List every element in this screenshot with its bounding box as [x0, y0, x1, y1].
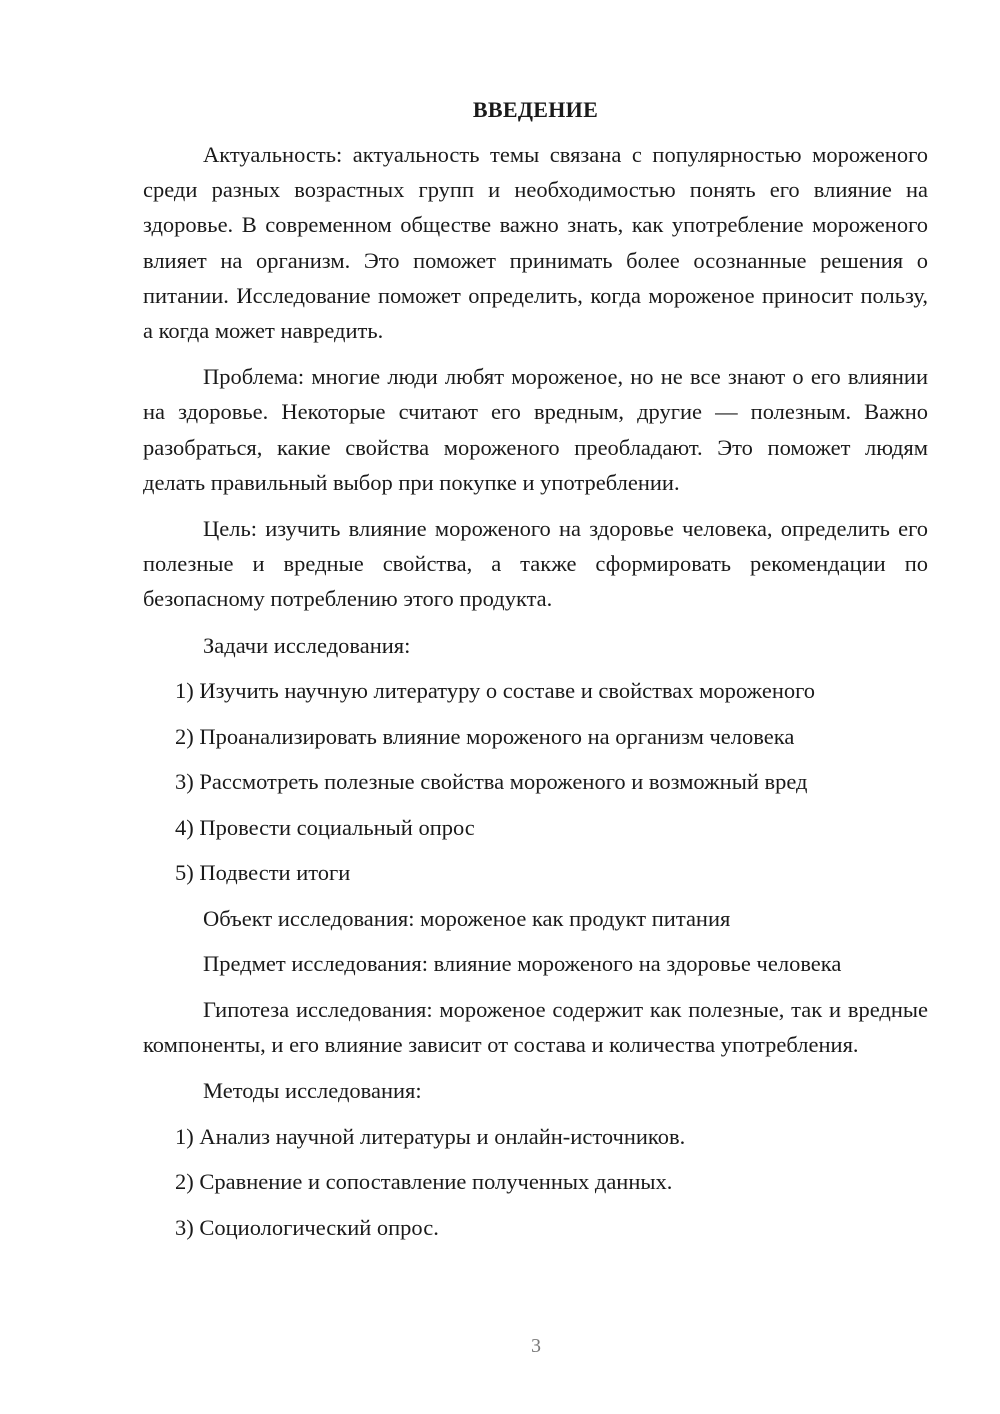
section-title: ВВЕДЕНИЕ	[472, 97, 599, 122]
methods-list	[143, 1119, 928, 1245]
object-line: Объект исследования: мороженое как продукт питания	[203, 905, 731, 931]
list-item: 1) Изучить научную литературу о составе и свойствах мороженого	[175, 678, 816, 704]
list-item: 5) Подвести итоги	[175, 860, 351, 886]
page-number: 3	[531, 1335, 541, 1357]
hypothesis-paragraph: Гипотеза исследования: мороженое содержит как полезные, так и вредные компоненты, и его влияние зависит от состава и количества употребления.	[143, 996, 928, 1057]
relevance-paragraph: Актуальность: актуальность темы связана с популярностью мороженого среди разных возрастных групп и необходимостью понять его влияние на здоровье. В современном обществе важно знать, как употребление мороженого влияет на организм. Это поможет принимать более осознанные решения о питании. Исследование поможет определить, когда мороженое приносит пользу, а когда может навредить.	[143, 142, 928, 344]
subject-line: Предмет исследования: влияние мороженого на здоровье человека	[203, 951, 842, 977]
list-item: 3) Рассмотреть полезные свойства мороженого и возможный вред	[175, 769, 808, 795]
list-item: 4) Провести социальный опрос	[175, 814, 475, 840]
list-item: 1) Анализ научной литературы и онлайн-источников.	[175, 1123, 686, 1149]
tasks-heading: Задачи исследования:	[203, 632, 411, 658]
list-item: 3) Социологический опрос.	[175, 1214, 439, 1240]
document-page	[143, 95, 928, 1255]
goal-paragraph: Цель: изучить влияние мороженого на здоровье человека, определить его полезные и вредные свойства, а также сформировать рекомендации по безопасному потреблению этого продукта.	[143, 516, 928, 612]
list-item: 2) Проанализировать влияние мороженого на организм человека	[175, 723, 795, 749]
list-item: 2) Сравнение и сопоставление полученных данных.	[175, 1169, 673, 1195]
methods-heading: Методы исследования:	[203, 1078, 422, 1104]
problem-paragraph: Проблема: многие люди любят мороженое, но не все знают о его влиянии на здоровье. Некоторые считают его вредным, другие — полезным. Важно разобраться, какие свойства мороженого преобладают. Это поможет людям делать правильный выбор при покупке и употреблении.	[143, 364, 928, 495]
tasks-list	[143, 673, 928, 890]
